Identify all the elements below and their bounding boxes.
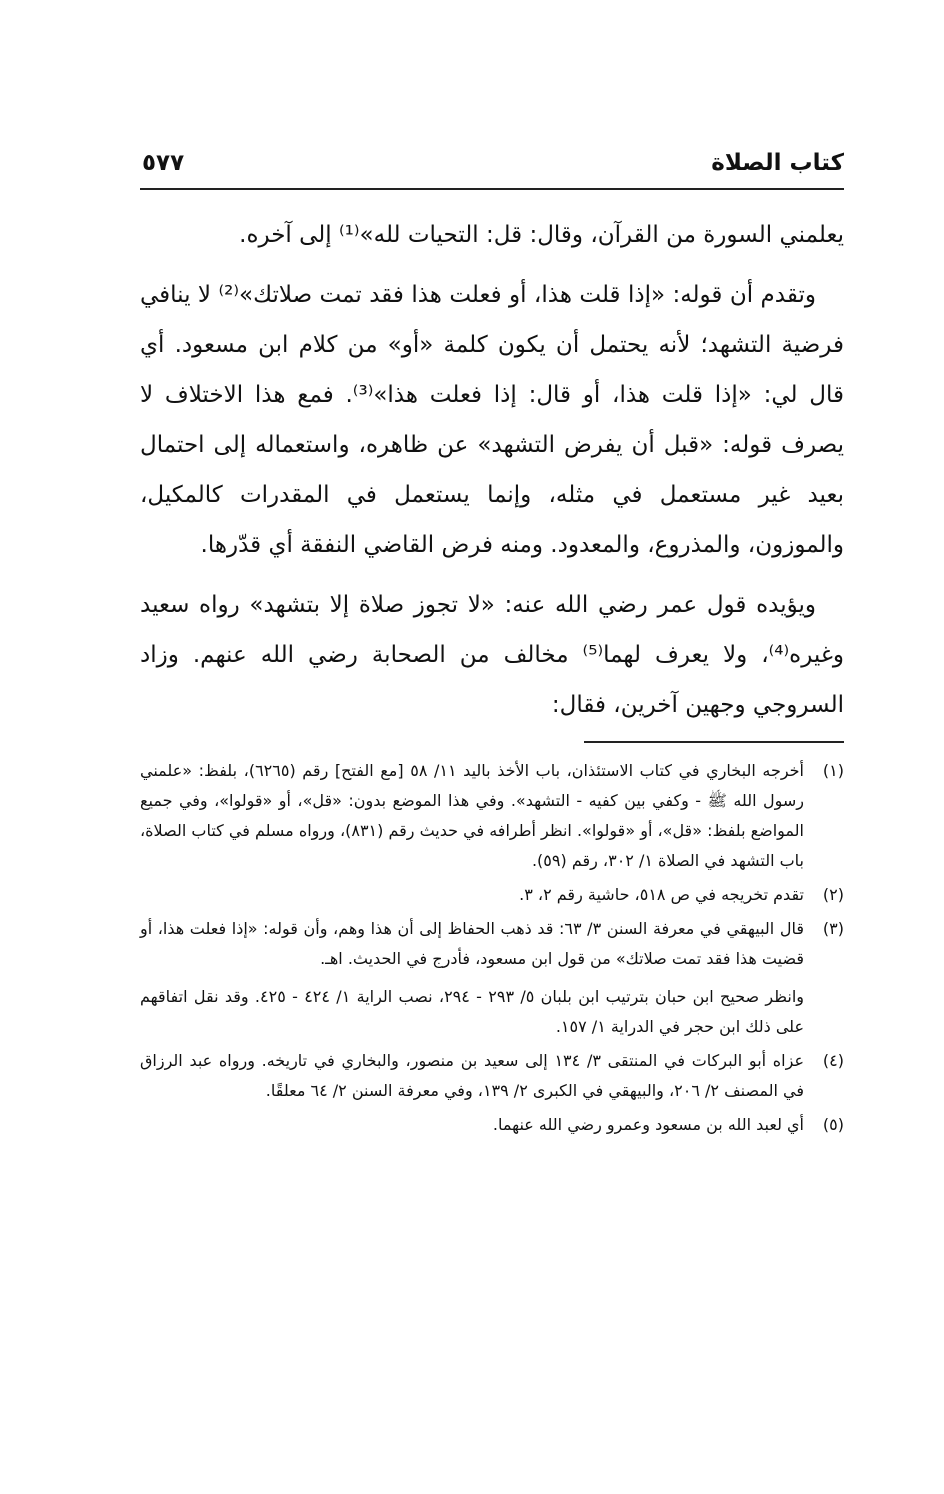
footnotes (140, 756, 844, 1144)
footnote-number: (٢) (822, 885, 844, 904)
footnote-text (140, 1046, 804, 1106)
page-header (140, 150, 844, 186)
footnote-number: (٤) (822, 1051, 844, 1070)
running-title: كتاب الصلاة (711, 150, 844, 176)
footnote-2 (140, 880, 844, 910)
footnote-text (140, 756, 804, 876)
paragraph-3: ويؤيده قول عمر رضي الله عنه: «لا تجوز صلاة إلا بتشهد» رواه سعيد وغيره⁽⁴⁾، ولا يعرف لهما⁽⁵⁾ مخالف من الصحابة رضي الله عنهم. وزاد السروجي وجهين آخرين، فقال: (140, 592, 844, 718)
footnote-rule (584, 741, 844, 743)
footnote-text (140, 1110, 804, 1140)
footnote-text-line: أي لعبد الله بن مسعود وعمرو رضي الله عنهما. (492, 1115, 804, 1134)
footnote-text-line: أخرجه البخاري في كتاب الاستئذان، باب الأخذ باليد ١١/ ٥٨ [مع الفتح] رقم (٦٢٦٥)، بلفظ: «علمني رسول الله ﷺ - وكفي بين كفيه - التشهد». وفي هذا الموضع بدون: «قل»، أو «قولوا»، وفي جميع المواضع بلفظ: «قل»، أو «قولوا». انظر أطرافه في حديث رقم (٨٣١)، ورواه مسلم في كتاب الصلاة، باب التشهد في الصلاة ١/ ٣٠٢، رقم (٥٩). (140, 761, 804, 870)
footnote-4 (140, 1046, 844, 1106)
header-rule (140, 188, 844, 190)
footnote-text (140, 914, 804, 1042)
page-number: ٥٧٧ (142, 150, 185, 176)
footnote-number: (٣) (822, 919, 844, 938)
paragraph-2: وتقدم أن قوله: «إذا قلت هذا، أو فعلت هذا فقد تمت صلاتك»⁽²⁾ لا ينافي فرضية التشهد؛ لأنه يحتمل أن يكون كلمة «أو» من كلام ابن مسعود. أي قال لي: «إذا قلت هذا، أو قال: إذا فعلت هذا»⁽³⁾. فمع هذا الاختلاف لا يصرف قوله: «قبل أن يفرض التشهد» عن ظاهره، واستعماله إلى احتمال بعيد غير مستعمل في مثله، وإنما يستعمل في المقدرات كالمكيل، والموزون، والمذروع، والمعدود. ومنه فرض القاضي النفقة أي قدّرها. (140, 282, 844, 558)
footnote-text-line: عزاه أبو البركات في المنتقى ٣/ ١٣٤ إلى سعيد بن منصور، والبخاري في تاريخه. ورواه عبد الرزاق في المصنف ٢/ ٢٠٦، والبيهقي في الكبرى ٢/ ١٣٩، وفي معرفة السنن ٢/ ٦٤ معلقًا. (140, 1051, 805, 1100)
footnote-5 (140, 1110, 844, 1140)
footnote-text (140, 880, 804, 910)
footnote-text-line: تقدم تخريجه في ص ٥١٨، حاشية رقم ٢، ٣. (519, 885, 804, 904)
paragraph-1: يعلمني السورة من القرآن، وقال: قل: التحيات لله»⁽¹⁾ إلى آخره. (239, 222, 844, 248)
footnote-number: (١) (822, 761, 844, 780)
footnote-text-line: قال البيهقي في معرفة السنن ٣/ ٦٣: قد ذهب الحفاظ إلى أن هذا وهم، وأن قوله: «إذا فعلت هذا، أو قضيت هذا فقد تمت صلاتك» من قول ابن مسعود، فأدرج في الحديث. اهـ. (140, 919, 804, 968)
footnote-continuation: وانظر صحيح ابن حبان بترتيب ابن بلبان ٥/ ٢٩٣ - ٢٩٤، نصب الراية ١/ ٤٢٤ - ٤٢٥. وقد نقل اتفاقهم على ذلك ابن حجر في الدراية ١/ ١٥٧. (140, 987, 805, 1036)
main-text (140, 210, 844, 730)
footnote-number: (٥) (822, 1115, 844, 1134)
footnote-1 (140, 756, 844, 876)
footnote-3 (140, 914, 844, 1042)
